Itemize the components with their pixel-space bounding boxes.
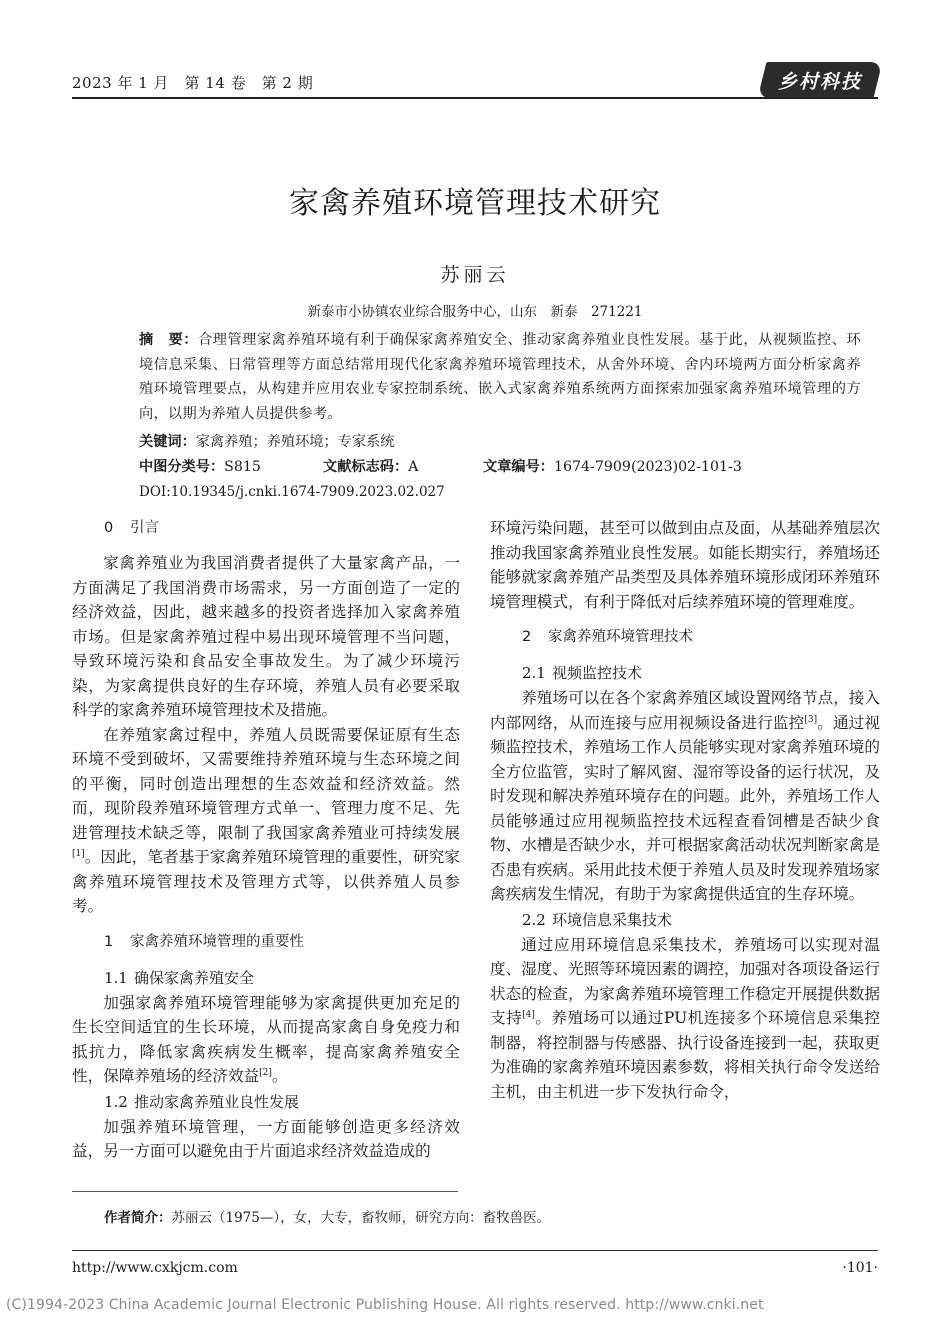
footer-divider — [72, 1250, 878, 1251]
keywords-text: 家禽养殖；养殖环境；专家系统 — [195, 434, 395, 450]
paragraph-text: 在养殖家禽过程中，养殖人员既需要保证原有生态环境不受到破坏，又需要维持养殖环境与生态环境之间的平衡，同时创造出理想的生态效益和经济效益。然而，现阶段养殖环境管理方式单一、管理力度不足、先进管理技术缺乏等，限制了我国家禽养殖业可持续发展 — [72, 725, 460, 842]
article-number — [483, 455, 742, 480]
paragraph-text: 通过应用环境信息采集技术，养殖场可以实现对温度、湿度、光照等环境因素的调控，加强对各项设备运行状态的检查，为家禽养殖环境管理工作稳定开展提供数据支持 — [490, 935, 880, 1027]
art-label: 文章编号： — [483, 459, 554, 475]
doi: DOI:10.19345/j.cnki.1674-7909.2023.02.027 — [139, 484, 445, 500]
author-affiliation: 新泰市小协镇农业综合服务中心，山东 新泰 271221 — [307, 304, 643, 320]
article-title: 家禽养殖环境管理技术研究 — [289, 186, 661, 221]
footnote-label: 作者简介： — [104, 1210, 172, 1226]
body-left-column — [72, 516, 460, 1164]
subsection-heading-2-2 — [522, 907, 880, 933]
section-number: 1.1 — [104, 968, 128, 987]
journal-logo — [762, 62, 878, 98]
paragraph — [72, 723, 460, 919]
copyright-watermark: (C)1994-2023 China Academic Journal Electronic Publishing House. All rights reserved. http://www.cnki.net — [6, 1297, 764, 1313]
paragraph-text: 。养殖场可以通过PU机连接多个环境信息采集控制器，将控制器与传感器、执行设备连接到一起，获取更为准确的家禽养殖环境因素参数，将相关执行命令发送给主机，由主机进一步下发执行命令， — [490, 1009, 880, 1101]
body-right-column — [490, 516, 880, 1104]
citation[interactable]: [3] — [804, 714, 818, 725]
art-value: 1674-7909(2023)02-101-3 — [553, 459, 742, 475]
subsection-heading-2-1 — [522, 660, 880, 686]
keywords-label: 关键词： — [139, 434, 196, 450]
section-number: 2.1 — [522, 664, 546, 682]
paragraph — [72, 991, 460, 1089]
keywords — [139, 430, 861, 455]
abstract-text: 合理管理家禽养殖环境有利于确保家禽养殖安全、推动家禽养殖业良性发展。基于此，从视频监控、环境信息采集、日常管理等方面总结常用现代化家禽养殖环境管理技术，从舍外环境、舍内环境两方面分析家禽养殖环境管理要点，从构建并应用农业专家控制系统、嵌入式家禽养殖系统两方面探索加强家禽养殖环境管理的方向，以期为养殖人员提供参考。 — [139, 332, 861, 422]
section-title: 推动家禽养殖业良性发展 — [134, 1092, 300, 1111]
section-number: 1.2 — [104, 1092, 128, 1111]
section-heading-2 — [522, 625, 880, 649]
author-bio-footnote — [104, 1206, 550, 1226]
paragraph: 环境污染问题，甚至可以做到由点及面，从基础养殖层次推动我国家禽养殖业良性发展。如能长期实行，养殖场还能够就家禽养殖产品类型及具体养殖环境形成闭环养殖环境管理模式，有利于降低对后续养殖环境的管理难度。 — [490, 519, 880, 611]
paragraph: 加强养殖环境管理，一方面能够创造更多经济效益，另一方面可以避免由于片面追求经济效益造成的 — [72, 1117, 460, 1160]
doc-label: 文献标志码： — [323, 459, 409, 475]
clc-number — [139, 455, 323, 480]
abstract — [139, 328, 861, 426]
header-divider — [72, 97, 878, 99]
article-author: 苏丽云 — [440, 264, 510, 286]
citation[interactable]: [1] — [72, 848, 85, 859]
section-heading-1 — [104, 930, 460, 954]
section-title: 环境信息采集技术 — [552, 910, 673, 929]
footnote-divider — [72, 1191, 458, 1192]
clc-label: 中图分类号： — [139, 459, 225, 475]
section-title: 引言 — [130, 520, 159, 536]
paragraph-text: 加强家禽养殖环境管理能够为家禽提供更加充足的生长空间适宜的生长环境，从而提高家禽自身免疫力和抵抗力，降低家禽疾病发生概率，提高家禽养殖安全性，保障养殖场的经济效益 — [72, 993, 460, 1085]
paragraph-text: 养殖场可以在各个家禽养殖区域设置网络节点，接入内部网络，从而连接与应用视频设备进行监控 — [490, 689, 880, 732]
journal-issue: 2023 年 1 月 第 14 卷 第 2 期 — [72, 74, 314, 92]
footnote-text: 苏丽云（1975—），女，大专，畜牧师，研究方向：畜牧兽医。 — [171, 1210, 551, 1226]
classification-row — [139, 455, 861, 480]
clc-value: S815 — [224, 459, 261, 475]
paragraph — [490, 933, 880, 1105]
page-number: ·101· — [842, 1260, 878, 1276]
paragraph-text: 。 — [271, 1067, 288, 1085]
section-title: 家禽养殖环境管理的重要性 — [130, 933, 304, 950]
subsection-heading-1-1 — [104, 965, 460, 991]
document-code — [323, 455, 483, 480]
doc-value: A — [408, 459, 419, 475]
section-title: 确保家禽养殖安全 — [134, 968, 255, 987]
paragraph-text: 。因此，笔者基于家禽养殖环境管理的重要性，研究家禽养殖环境管理技术及管理方式等，以供养殖人员参考。 — [72, 848, 460, 915]
abstract-label: 摘 要： — [139, 332, 198, 348]
citation[interactable]: [4] — [522, 1009, 535, 1020]
journal-logo-text: 乡村科技 — [777, 70, 862, 93]
citation[interactable]: [2] — [259, 1067, 272, 1078]
journal-url[interactable]: http://www.cxkjcm.com — [72, 1260, 238, 1276]
section-number: 2.2 — [522, 910, 546, 929]
section-heading-0 — [104, 516, 460, 540]
section-number: 0 — [104, 520, 114, 536]
subsection-heading-1-2 — [104, 1089, 460, 1115]
section-number: 2 — [522, 629, 532, 645]
paragraph-text: 。通过视频监控技术，养殖场工作人员能够实现对家禽养殖环境的全方位监管，实时了解风窗、湿帘等设备的运行状况，及时发现和解决养殖环境存在的问题。此外，养殖场工作人员能够通过应用视频监控技术远程查看饲槽是否缺少食物、水槽是否缺少水，并可根据家禽活动状况判断家禽是否患有疾病。采用此技术便于养殖人员及时发现养殖场家禽疾病发生情况，有助于为家禽提供适宜的生存环境。 — [490, 713, 880, 903]
paragraph: 家禽养殖业为我国消费者提供了大量家禽产品，一方面满足了我国消费市场需求，另一方面创造了一定的经济效益，因此，越来越多的投资者选择加入家禽养殖市场。但是家禽养殖过程中易出现环境管理不当问题，导致环境污染和食品安全事故发生。为了减少环境污染，为家禽提供良好的生存环境，养殖人员有必要采取科学的家禽养殖环境管理技术及措施。 — [72, 554, 460, 719]
section-title: 视频监控技术 — [552, 664, 643, 682]
section-number: 1 — [104, 933, 114, 950]
section-title: 家禽养殖环境管理技术 — [548, 629, 693, 645]
paragraph — [490, 686, 880, 907]
